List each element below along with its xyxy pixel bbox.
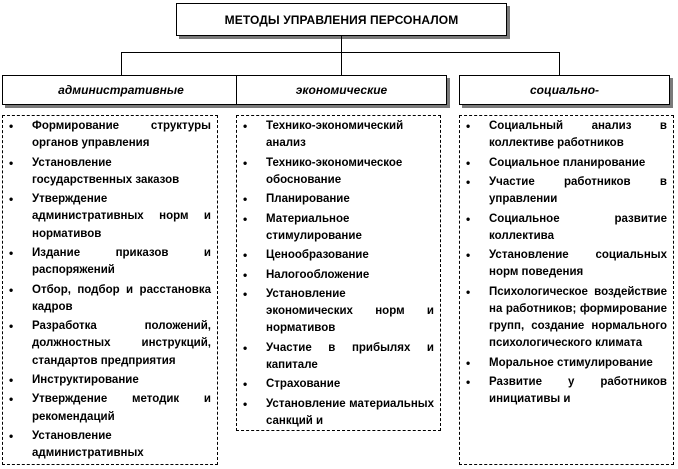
bullet-icon: • <box>9 155 14 170</box>
list-item-text: Технико-экономическое обоснование <box>266 156 403 186</box>
list-item-text: Утверждение административных норм и нормативов <box>32 193 211 240</box>
bullet-icon: • <box>466 155 471 170</box>
connector-left-down <box>121 52 122 75</box>
list-item-text: Разработка положений, должностных инструкций, стандартов предприятия <box>32 320 211 367</box>
list-item <box>466 174 667 208</box>
bullet-icon: • <box>9 428 14 443</box>
list-item <box>466 247 667 281</box>
list-item <box>9 428 211 462</box>
list-item-text: Налогообложение <box>266 268 370 281</box>
list-item-text: Участие работников в управлении <box>489 175 667 206</box>
list-item <box>466 374 667 408</box>
bullet-icon: • <box>243 377 248 392</box>
list-item <box>9 318 211 370</box>
category-box-social <box>459 75 670 105</box>
connector-horizontal <box>121 52 559 53</box>
list-item <box>9 391 211 425</box>
diagram-title: МЕТОДЫ УПРАВЛЕНИЯ ПЕРСОНАЛОМ <box>224 12 459 27</box>
list-item-text: Установление социальных норм поведения <box>489 249 667 279</box>
bullet-icon: • <box>9 319 14 334</box>
bullet-icon: • <box>243 340 248 355</box>
list-item-text: Установление материальных санкций и <box>266 397 434 427</box>
bullet-icon: • <box>243 248 248 263</box>
bullet-icon: • <box>466 211 471 226</box>
list-item <box>243 267 434 284</box>
bullet-icon: • <box>9 372 14 387</box>
list-item <box>466 211 667 245</box>
list-item-text: Социальное развитие коллектива <box>489 212 667 242</box>
list-item-text: Установление административных <box>32 429 144 460</box>
method-list-social <box>459 115 674 465</box>
list-item <box>9 155 211 189</box>
list-item-text: Психологическое воздействие на работников; формирование групп, создание нормального психологического климата <box>489 285 667 350</box>
category-box-administrative <box>2 75 240 105</box>
list-item <box>243 396 434 430</box>
list-item <box>9 245 211 279</box>
category-box-economic <box>236 75 447 105</box>
bullet-icon: • <box>466 248 471 263</box>
diagram-title-box <box>176 3 507 36</box>
list-item-text: Страхование <box>266 378 341 391</box>
list-item <box>243 211 434 245</box>
list-item-text: Планирование <box>266 193 350 206</box>
list-item <box>466 118 667 152</box>
bullet-icon: • <box>243 192 248 207</box>
bullet-icon: • <box>9 245 14 260</box>
category-heading-administrative: административные <box>58 83 184 97</box>
connector-title-down <box>341 35 342 52</box>
category-heading-economic: экономические <box>295 83 388 97</box>
list-item-text: Социальный анализ в коллективе работников <box>489 120 667 150</box>
bullet-icon: • <box>243 396 248 411</box>
list-item <box>9 118 211 152</box>
list-item-text: Инструктирование <box>32 373 139 386</box>
list-item <box>466 284 667 353</box>
category-heading-social: социально- <box>529 83 600 97</box>
bullet-icon: • <box>9 119 14 133</box>
list-item-text: Материальное стимулирование <box>266 212 362 242</box>
connector-right-down <box>559 52 560 75</box>
list-item-text: Социальное планирование <box>489 156 646 169</box>
bullet-icon: • <box>243 286 248 301</box>
bullet-icon: • <box>466 119 471 133</box>
list-item-text: Установление экономических норм и нормативов <box>266 287 434 335</box>
bullet-icon: • <box>243 267 248 282</box>
bullet-icon: • <box>9 392 14 407</box>
list-item-text: Отбор, подбор и расстановка кадров <box>32 283 211 313</box>
list-item <box>243 286 434 338</box>
list-item-text: Формирование структуры органов управления <box>32 120 211 150</box>
list-item-text: Технико-экономический анализ <box>266 120 404 150</box>
list-item-text: Развитие у работников инициативы и <box>489 376 667 406</box>
bullet-icon: • <box>243 155 248 170</box>
list-item-text: Моральное стимулирование <box>489 356 653 369</box>
bullet-icon: • <box>466 375 471 390</box>
bullet-icon: • <box>466 174 471 189</box>
list-item-text: Установление государственных заказов <box>32 156 180 186</box>
bullet-icon: • <box>466 355 471 370</box>
method-list-economic <box>236 115 441 431</box>
list-item <box>466 155 667 172</box>
list-item <box>9 282 211 316</box>
list-item-text: Издание приказов и распоряжений <box>32 246 211 277</box>
connector-middle-down <box>341 52 342 75</box>
method-list-administrative <box>2 115 218 465</box>
bullet-icon: • <box>466 284 471 299</box>
list-item-text: Ценообразование <box>266 249 369 262</box>
bullet-icon: • <box>243 119 248 133</box>
list-item <box>9 372 211 389</box>
bullet-icon: • <box>243 211 248 226</box>
list-item <box>243 247 434 264</box>
list-item <box>243 155 434 189</box>
list-item <box>466 355 667 372</box>
list-item <box>243 118 434 152</box>
bullet-icon: • <box>9 192 14 207</box>
list-item <box>9 191 211 243</box>
bullet-icon: • <box>9 282 14 297</box>
list-item-text: Участие в прибылях и капитале <box>266 341 434 371</box>
list-item-text: Утверждение методик и рекомендаций <box>32 393 211 423</box>
list-item <box>243 376 434 393</box>
list-item <box>243 191 434 208</box>
list-item <box>243 340 434 374</box>
